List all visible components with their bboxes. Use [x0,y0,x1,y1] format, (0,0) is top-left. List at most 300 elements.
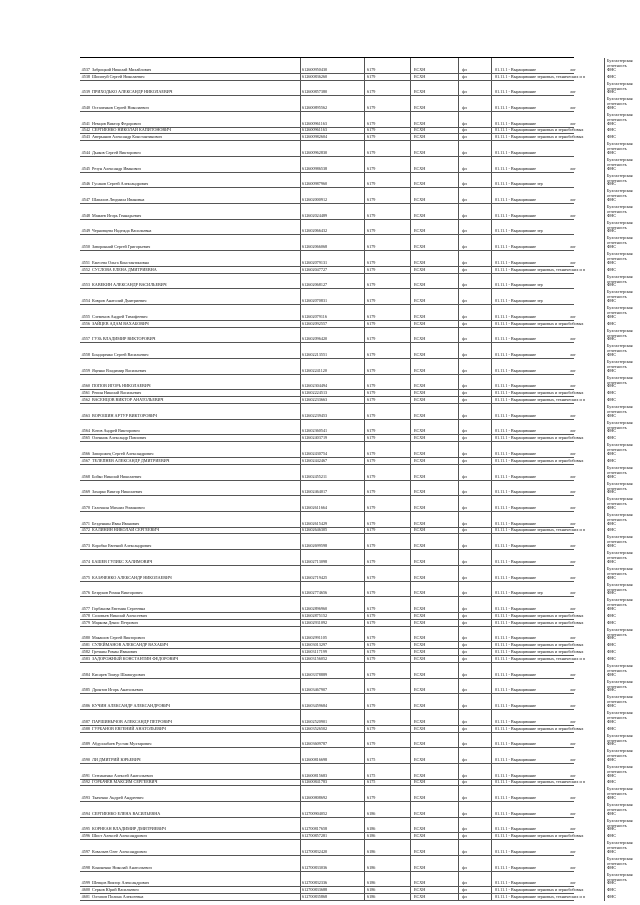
cell-inn: 612602224513 [302,390,328,396]
cell-suffix: лог [570,451,576,456]
table-row [80,840,633,856]
cell-tax: ЕСХН [414,702,426,708]
cell-auth: ФНС [607,574,617,580]
cell-form: фл [462,849,467,855]
cell-auth: ФНС [607,849,617,855]
cell-auth: ФНС [607,351,617,357]
cell-code: 6179 [367,725,376,731]
cell-num: 4540 [81,104,90,110]
cell-suffix: лог [570,89,576,95]
table-row [80,725,617,733]
cell-suffix: лог [570,259,576,265]
cell-form: фл [462,367,467,373]
cell-inn: 612602611664 [302,504,327,510]
cell-tax: ЕСХН [414,779,426,785]
cell-suffix: лог [570,120,576,126]
cell-num: 4552 [81,266,90,272]
cell-suffix: лог [570,504,576,510]
cell-name: Олтапов Полина Алексеевна [92,894,144,900]
cell-suffix: лог [570,864,576,870]
table-row [80,457,617,465]
cell-tax: ЕСХН [414,313,426,319]
cell-report: Бухгалтерская отчетность [607,496,633,507]
cell-form: фл [462,244,467,250]
cell-form: фл [462,642,467,648]
cell-report: Бухгалтерская отчетность [607,251,633,262]
cell-auth: ФНС [607,428,617,434]
cell-tax: ЕСХН [414,635,426,641]
cell-code: 6186 [367,833,376,839]
cell-name: СУЛЕЙМАНОВ АЛЕКСАНДР ВАХАБИЧ [92,642,169,648]
cell-report: Бухгалтерская отчетность [607,343,633,354]
cell-name: Дронтов Игорь Анатольевич [92,687,143,693]
taxpayer-table [80,57,633,901]
cell-act: 01.11.1 - Выращивание [495,473,537,479]
cell-inn: 612602774656 [302,590,328,596]
cell-code: 6179 [367,412,376,418]
cell-suffix: лог [570,826,576,832]
cell-name: Бондаренко Сергей Васильевич [92,351,149,357]
cell-name: Макашов Сергей Викторович [92,635,145,641]
cell-act: 01.11.1 - Выращивание зерновых и зернобобовых [495,642,584,648]
cell-num: 4595 [81,826,90,832]
cell-suffix: лог [570,635,576,641]
cell-form: фл [462,880,467,886]
cell-name: ПРИХОДЬКО АЛЕКСАНДР НИКОЛАЕВИЧ [92,89,173,95]
cell-code: 6179 [367,320,376,326]
cell-form: фл [462,282,467,288]
table-row [80,565,633,582]
cell-name: ЗАЙЦЕВ АДАМ ВАХАБОВИЧ [92,320,149,326]
cell-auth: ФНС [607,473,617,479]
cell-num: 4559 [81,367,90,373]
cell-form: фл [462,336,467,342]
cell-auth: ФНС [607,320,617,326]
cell-inn: 612602079116 [302,313,327,319]
cell-act: 01.11.1 - Выращивание зерновых, технических и п [495,655,586,661]
cell-report: Бухгалтерская отчетность [607,565,633,576]
cell-auth: ФНС [607,228,617,234]
cell-num: 4545 [81,165,90,171]
cell-auth: ФНС [607,649,617,655]
cell-act: 01.11.1 - Выращивание [495,605,537,611]
cell-auth: ФНС [607,795,617,801]
cell-report: Бухгалтерская отчетность [607,786,633,797]
cell-suffix: лог [570,383,576,389]
cell-act: 01.11.1 - Выращивание зерновых и зернобобовых [495,134,584,140]
cell-tax: ЕСХН [414,134,426,140]
cell-report: Бухгалтерская отчетность [607,358,633,369]
cell-auth: ФНС [607,336,617,342]
cell-num: 4556 [81,320,90,326]
cell-report: Бухгалтерская отчетность [607,204,633,215]
table-row [80,188,633,204]
cell-act: 01.11.1 - Выращивание [495,558,537,564]
cell-num: 4596 [81,833,90,839]
cell-num: 4581 [81,642,90,648]
cell-name: Кононенко Николай Анатольевич [92,864,152,870]
cell-name: БАШЕВ ГУЛИБС ХАЛИМОВИЧ [92,558,153,564]
cell-auth: ФНС [607,212,617,218]
cell-act: 01.11.1 - Выращивание зерновых и зернобобовых [495,833,584,839]
cell-tax: ЕСХН [414,687,426,693]
cell-num: 4580 [81,635,90,641]
cell-act: 01.11.1 - Выращивание зер [495,590,543,596]
cell-num: 4599 [81,880,90,886]
cell-act: 01.11.1 - Выращивание [495,756,537,762]
cell-act: 01.11.1 - Выращивание [495,165,537,171]
cell-form: фл [462,212,467,218]
cell-act: 01.11.1 - Выращивание [495,635,537,641]
cell-auth: ФНС [607,543,617,549]
cell-suffix: лог [570,197,576,203]
cell-auth: ФНС [607,642,617,648]
cell-tax: ЕСХН [414,504,426,510]
cell-num: 4598 [81,864,90,870]
cell-tax: ЕСХН [414,558,426,564]
cell-act: 01.11.1 - Выращивание [495,197,537,203]
cell-form: фл [462,574,467,580]
table-row [80,172,633,189]
cell-act: 01.11.1 - Выращивание зерновых и зернобобовых [495,127,584,133]
table-row [80,626,633,643]
cell-report: Бухгалтерская отчетность [607,511,633,522]
cell-inn: 612700833688 [302,887,328,893]
cell-num: 4589 [81,741,90,747]
cell-auth: ФНС [607,702,617,708]
cell-form: фл [462,390,467,396]
cell-name: Маркова Денис Петрович [92,619,138,625]
table-row [80,871,633,888]
cell-suffix: лог [570,520,576,526]
cell-code: 6186 [367,810,376,816]
cell-auth: ФНС [607,134,617,140]
cell-suffix: лог [570,590,576,596]
cell-form: фл [462,120,467,126]
cell-tax: ЕСХН [414,383,426,389]
cell-auth: ФНС [607,504,617,510]
cell-auth: ФНС [607,367,617,373]
cell-name: Шист Алексей Александрович [92,833,147,839]
cell-act: 01.11.1 - Выращивание [495,741,537,747]
cell-name: ВАСЕНЦОВ ВИКТОР АНАТОЛЬЕВИЧ [92,397,164,403]
cell-form: фл [462,457,467,463]
cell-act: 01.11.1 - Выращивание зерновых и зернобобовых [495,457,584,463]
cell-code: 6179 [367,244,376,250]
table-row [80,786,633,802]
cell-tax: ЕСХН [414,849,426,855]
cell-tax: ЕСХН [414,244,426,250]
cell-tax: ЕСХН [414,826,426,832]
cell-tax: ЕСХН [414,473,426,479]
cell-act: 01.11.1 - Выращивание [495,336,537,342]
cell-form: фл [462,66,467,72]
cell-act: 01.11.1 - Выращивание [495,671,537,677]
table-row [80,802,633,818]
cell-form: фл [462,428,467,434]
cell-act: 01.11.1 - Выращивание [495,849,537,855]
cell-form: фл [462,702,467,708]
cell-code: 6179 [367,649,376,655]
cell-inn: 612600836260 [302,73,328,79]
cell-code: 6179 [367,543,376,549]
cell-act: 01.11.1 - Выращивание зерновых и зернобобовых [495,887,584,893]
cell-code: 6175 [367,756,376,762]
table-row [80,96,633,112]
cell-num: 4562 [81,397,90,403]
cell-inn: 612603117199 [302,649,327,655]
cell-name: Захарко Виктор Николаевич [92,489,143,495]
cell-report: Бухгалтерская отчетность [607,709,633,720]
cell-report: Бухгалтерская отчетность [607,305,633,316]
cell-auth: ФНС [607,687,617,693]
cell-code: 6175 [367,779,376,785]
cell-inn: 612603467907 [302,687,328,693]
table-row [80,581,633,598]
cell-suffix: лог [570,687,576,693]
cell-auth: ФНС [607,725,617,731]
cell-suffix: лог [570,244,576,250]
cell-inn: 612602066068 [302,244,328,250]
cell-num: 4568 [81,473,90,479]
cell-inn: 612602615429 [302,520,328,526]
cell-name: Котов Андрей Викторович [92,428,140,434]
cell-num: 4567 [81,457,90,463]
cell-code: 6186 [367,864,376,870]
table-row [80,134,617,141]
cell-report: Бухгалтерская отчетность [607,289,633,300]
cell-code: 6179 [367,120,376,126]
cell-code: 6179 [367,590,376,596]
table-row [80,141,633,157]
cell-act: 01.11.1 - Выращивание зерновых и зернобобовых [495,619,584,625]
cell-report: Бухгалтерская отчетность [607,534,633,545]
cell-form: фл [462,779,467,785]
cell-code: 6179 [367,605,376,611]
cell-report: Бухгалтерская отчетность [607,172,633,183]
cell-act: 01.11.1 - Выращивание зер [495,282,543,288]
cell-report: Бухгалтерская отчетность [607,817,633,828]
cell-num: 4573 [81,543,90,549]
cell-auth: ФНС [607,259,617,265]
cell-tax: ЕСХН [414,181,426,187]
cell-form: фл [462,810,467,816]
cell-code: 6186 [367,826,376,832]
cell-tax: ЕСХН [414,671,426,677]
cell-tax: ЕСХН [414,795,426,801]
cell-num: 4538 [81,73,90,79]
table-row [80,779,617,787]
cell-num: 4592 [81,779,90,785]
cell-form: фл [462,266,467,272]
table-row [80,73,617,81]
cell-inn: 612700904052 [302,810,328,816]
cell-name: КАЗАЧЕНКО АЛЕКСАНДР НИКОЛАЕВИЧ [92,574,172,580]
cell-inn: 612600961163 [302,127,327,133]
cell-num: 4541 [81,120,90,126]
cell-auth: ФНС [607,390,617,396]
cell-form: фл [462,833,467,839]
cell-name: Гречкин Роман Иванович [92,649,138,655]
cell-auth: ФНС [607,612,617,618]
cell-form: фл [462,590,467,596]
cell-num: 4561 [81,390,90,396]
cell-form: фл [462,298,467,304]
cell-form: фл [462,718,467,724]
cell-code: 6179 [367,282,376,288]
cell-inn: 612602875152 [302,612,328,618]
table-row [80,527,617,535]
cell-code: 6175 [367,772,376,778]
cell-auth: ФНС [607,66,617,72]
cell-auth: ФНС [607,619,617,625]
cell-suffix: лог [570,336,576,342]
cell-inn: 612700832420 [302,849,328,855]
cell-name: КАЛИНИН НИКОЛАЙ СЕРГЕЕВИЧ [92,527,160,533]
cell-auth: ФНС [607,810,617,816]
cell-code: 6179 [367,520,376,526]
cell-inn: 612602719425 [302,574,328,580]
cell-tax: ЕСХН [414,412,426,418]
table-row [80,419,633,436]
cell-code: 6186 [367,887,376,893]
table-row [80,894,617,901]
cell-name: Репин Николай Васильевич [92,390,142,396]
table-row [80,597,633,613]
cell-suffix: лог [570,772,576,778]
cell-num: 4563 [81,412,90,418]
cell-report: Бухгалтерская отчетность [607,694,633,705]
cell-report: Бухгалтерская отчетность [607,464,633,475]
cell-form: фл [462,104,467,110]
cell-act: 01.11.1 - Выращивание [495,772,537,778]
cell-code: 6179 [367,574,376,580]
cell-tax: ЕСХН [414,880,426,886]
table-row [80,655,617,663]
cell-auth: ФНС [607,244,617,250]
cell-report: Бухгалтерская отчетность [607,111,633,122]
cell-report: Бухгалтерская отчетность [607,157,633,168]
cell-name: Абдуллабаев Рустам Мухтарович [92,741,152,747]
cell-num: 4594 [81,810,90,816]
cell-tax: ЕСХН [414,655,426,661]
cell-tax: ЕСХН [414,197,426,203]
table-row [80,404,633,420]
cell-num: 4584 [81,671,90,677]
cell-tax: ЕСХН [414,89,426,95]
cell-report: Бухгалтерская отчетность [607,273,633,284]
cell-act: 01.11.1 - Выращивание зерновых и зернобобовых [495,390,584,396]
cell-code: 6179 [367,527,376,533]
cell-form: фл [462,73,467,79]
cell-act: 01.11.1 - Выращивание зерновых и зернобобовых [495,320,584,326]
cell-num: 4551 [81,259,90,265]
table-row [80,219,633,236]
cell-name: Заворонний Сергей Григорьевич [92,244,151,250]
cell-inn: 612602213551 [302,351,328,357]
cell-name: Серков Юрий Васильевич [92,887,139,893]
cell-auth: ФНС [607,718,617,724]
cell-tax: ЕСХН [414,741,426,747]
cell-inn: 612603013297 [302,642,328,648]
cell-num: 4585 [81,687,90,693]
cell-auth: ФНС [607,741,617,747]
table-row [80,157,633,173]
cell-name: ТЕЛЕПНЕВ АЛЕКСАНДР ДМИТРИЕВИЧ [92,457,170,463]
cell-num: 4547 [81,197,90,203]
cell-inn: 612602068127 [302,282,328,288]
cell-tax: ЕСХН [414,520,426,526]
cell-act: 01.11.1 - Выращивание [495,864,537,870]
cell-inn: 612600950430 [302,66,328,72]
cell-auth: ФНС [607,298,617,304]
cell-inn: 612603156052 [302,655,328,661]
table-row [80,732,633,749]
cell-inn: 612600895562 [302,104,328,110]
cell-form: фл [462,772,467,778]
cell-act: 01.11.1 - Выращивание [495,451,537,456]
cell-tax: ЕСХН [414,718,426,724]
cell-num: 4574 [81,558,90,564]
cell-inn: 612602713098 [302,558,328,564]
cell-name: Шапалов Людмила Ивановна [92,197,145,203]
cell-tax: ЕСХН [414,451,426,456]
cell-num: 4539 [81,89,90,95]
cell-form: фл [462,543,467,549]
cell-form: фл [462,558,467,564]
cell-auth: ФНС [607,397,617,403]
cell-act: 01.11.1 - Выращивание [495,718,537,724]
table-row [80,748,633,764]
cell-report: Бухгалтерская отчетность [607,856,633,867]
cell-code: 6179 [367,451,376,456]
cell-tax: ЕСХН [414,351,426,357]
table-row [80,496,633,512]
cell-report: Бухгалтерская отчетность [607,581,633,592]
cell-suffix: лог [570,741,576,747]
cell-suffix: лог [570,880,576,886]
cell-report: Бухгалтерская отчетность [607,58,633,68]
cell-code: 6179 [367,89,376,95]
cell-code: 6179 [367,259,376,265]
cell-form: фл [462,89,467,95]
cell-report: Бухгалтерская отчетность [607,678,633,689]
cell-tax: ЕСХН [414,320,426,326]
table-row [80,266,617,274]
cell-form: фл [462,473,467,479]
cell-tax: ЕСХН [414,266,426,272]
cell-num: 4555 [81,313,90,319]
cell-inn: 612603609787 [302,741,328,747]
cell-form: фл [462,687,467,693]
cell-suffix: лог [570,489,576,495]
cell-form: фл [462,197,467,203]
cell-suffix: лог [570,605,576,611]
cell-auth: ФНС [607,527,617,533]
cell-act: 01.11.1 - Выращивание [495,574,537,580]
cell-report: Бухгалтерская отчетность [607,748,633,759]
cell-act: 01.11.1 - Выращивание зерновых, технических и п [495,894,586,900]
cell-name: Ковальев Олег Александрович [92,849,147,855]
cell-tax: ЕСХН [414,756,426,762]
cell-inn: 612602430754 [302,451,328,456]
cell-name: Черновцева Надежда Васильевна [92,228,152,234]
cell-suffix: лог [570,543,576,549]
cell-code: 6179 [367,104,376,110]
cell-report: Бухгалтерская отчетность [607,141,633,152]
cell-code: 6179 [367,612,376,618]
cell-code: 6179 [367,428,376,434]
